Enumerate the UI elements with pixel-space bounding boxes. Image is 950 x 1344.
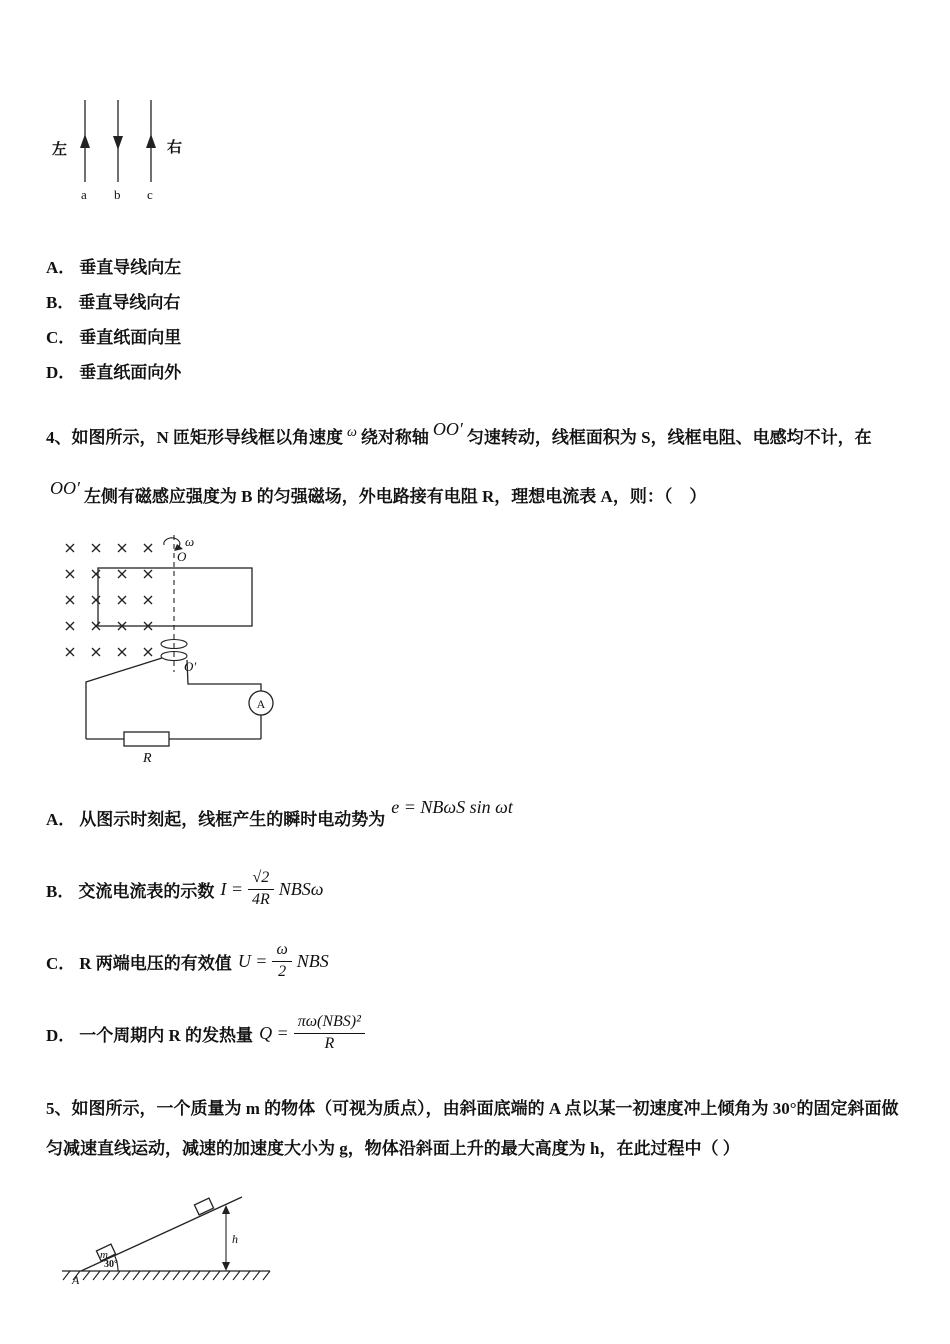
- option-text: 垂直导线向右: [78, 293, 181, 312]
- right-label: 右: [167, 140, 183, 156]
- q5-stem: [46, 1089, 906, 1169]
- formula-rhs: NBSω: [278, 878, 324, 899]
- fraction-numerator: ω: [272, 941, 291, 961]
- height-label: h: [232, 1232, 238, 1246]
- q4-option-a: [46, 795, 905, 839]
- fraction: [272, 941, 291, 981]
- fraction-denominator: 2: [278, 962, 287, 980]
- fraction-numerator: πω(NBS)²: [294, 1013, 365, 1033]
- fraction: [294, 1013, 365, 1053]
- angle-label: 30°: [104, 1259, 118, 1270]
- heat-formula: [259, 1013, 365, 1053]
- fraction: [248, 869, 274, 909]
- q4-option-b: [46, 867, 905, 911]
- wire-b-label: b: [114, 187, 121, 202]
- axis-oo-inline-symbol: OO′: [432, 419, 463, 439]
- q3-options: [46, 250, 905, 390]
- q4-stem-text: 4、如图所示，N 匝矩形导线框以角速度: [46, 428, 344, 447]
- emf-formula: e = NBωS sin ωt: [391, 796, 513, 817]
- axis-oo-inline-symbol: OO′: [50, 478, 80, 498]
- q4-stem: 4、如图所示，N 匝矩形导线框以角速度 $^\omega$ 绕对称轴 OO′ 匀速转动，线框面积为 S，线框电阻、电感均不计，在OO′ 左侧有磁感应强度为 B 的匀强磁场，外电路接有电阻 R，理想电流表 A，则：（ ）: [46, 419, 872, 506]
- option-label: C．: [46, 328, 76, 347]
- q3-option-c: [46, 320, 905, 355]
- three-wires-diagram: [50, 96, 210, 206]
- ground-hatching: [63, 1271, 270, 1280]
- formula-lhs: U =: [237, 950, 268, 971]
- option-label: A．: [46, 809, 76, 829]
- block-on-incline-top: [194, 1198, 213, 1215]
- q4-option-c: [46, 939, 905, 983]
- option-label: A．: [46, 258, 76, 277]
- option-label: B．: [46, 881, 75, 901]
- incline-diagram: [56, 1181, 278, 1293]
- fraction-denominator: R: [324, 1034, 335, 1052]
- magnetic-field-into-page-symbols: [66, 544, 152, 656]
- figure-three-wires: [50, 96, 905, 206]
- wire-a-label: a: [81, 187, 87, 202]
- option-text: 垂直纸面向里: [79, 328, 182, 347]
- resistor-label: R: [143, 751, 152, 766]
- voltage-rms-formula: [238, 941, 329, 981]
- formula-lhs: Q =: [259, 1022, 289, 1043]
- current-rms-formula: [220, 869, 323, 909]
- formula-lhs: I =: [220, 878, 243, 899]
- option-label: D．: [46, 1025, 76, 1045]
- option-text: 从图示时刻起，线框产生的瞬时电动势为: [79, 809, 386, 829]
- left-label: 左: [52, 142, 68, 158]
- height-arrow: [222, 1205, 230, 1271]
- q3-option-b: [46, 285, 905, 320]
- q3-option-a: [46, 250, 905, 285]
- q4-option-d: [46, 1011, 905, 1055]
- fraction-numerator: √2: [248, 869, 274, 889]
- mass-label: m: [100, 1249, 108, 1261]
- fraction-denominator: 4R: [251, 890, 270, 908]
- resistor-box: [124, 732, 169, 746]
- figure-inclined-plane: [56, 1181, 905, 1293]
- circuit-diagram: [54, 532, 286, 767]
- option-text: 一个周期内 R 的发热量: [79, 1025, 254, 1045]
- option-text: 交流电流表的示数: [78, 881, 215, 901]
- axis-top-label: O: [177, 549, 187, 564]
- current-direction-arrows: [80, 134, 156, 150]
- point-a-label: A: [72, 1273, 80, 1287]
- coil-loop: [98, 568, 252, 626]
- option-text: R 两端电压的有效值: [79, 953, 232, 973]
- slip-rings: [161, 640, 187, 661]
- option-label: C．: [46, 953, 76, 973]
- ammeter-label: A: [256, 697, 266, 711]
- wire-c-label: c: [147, 187, 153, 202]
- q3-option-d: [46, 355, 905, 390]
- q4-options: [46, 795, 905, 1055]
- figure-rotating-coil-circuit: [54, 532, 905, 767]
- formula-rhs: NBS: [296, 950, 329, 971]
- omega-inline-symbol: ω: [347, 425, 357, 440]
- omega-label: ω: [185, 534, 195, 549]
- option-text: 垂直纸面向外: [79, 363, 182, 382]
- axis-bottom-label: O′: [184, 659, 197, 674]
- option-text: 垂直导线向左: [79, 258, 182, 277]
- q5-stem-text: 5、如图所示，一个质量为 m 的物体（可视为质点），由斜面底端的 A 点以某一初速度冲上倾角为 30°的固定斜面做匀减速直线运动，减速的加速度大小为 g，物体沿斜面上升的最大高度为 h，在此过程中（ ）: [46, 1099, 899, 1158]
- option-label: D．: [46, 363, 76, 382]
- option-label: B．: [46, 293, 75, 312]
